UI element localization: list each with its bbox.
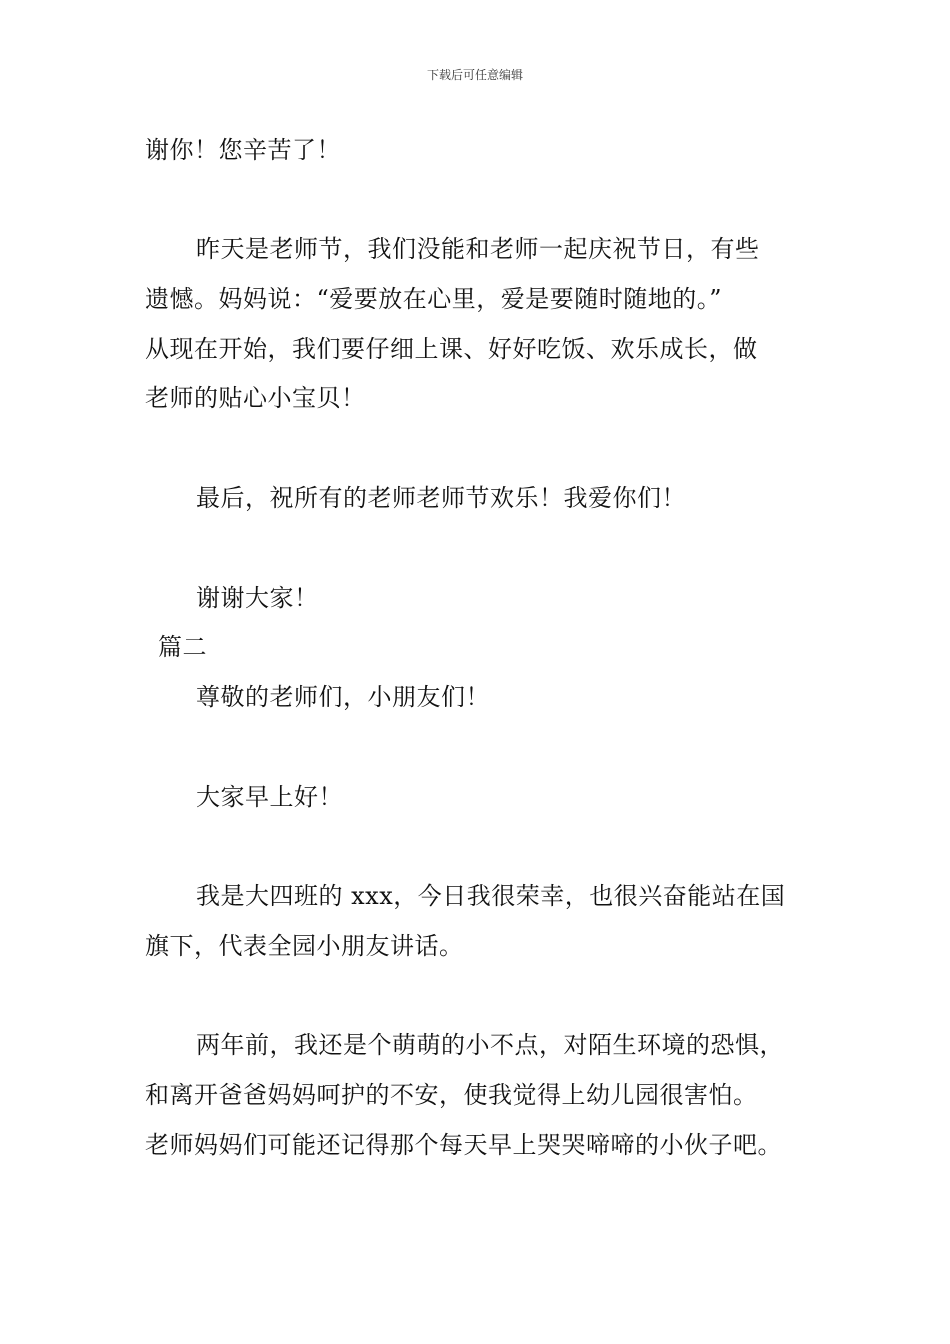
paragraph-line: 昨天是老师节，我们没能和老师一起庆祝节日，有些: [196, 235, 760, 263]
paragraph-line: 最后，祝所有的老师老师节欢乐！我爱你们！: [196, 484, 686, 512]
paragraph-line: 两年前，我还是个萌萌的小不点，对陌生环境的恐惧，: [196, 1031, 784, 1059]
paragraph-line: 谢你！您辛苦了！: [145, 136, 341, 164]
paragraph-line: 和离开爸爸妈妈呵护的不安，使我觉得上幼儿园很害怕。: [145, 1081, 758, 1109]
section-heading: 篇二: [158, 633, 207, 661]
paragraph-line: 尊敬的老师们，小朋友们！: [196, 683, 490, 711]
paragraph-line: 大家早上好！: [196, 783, 343, 811]
paragraph-line: 谢谢大家！: [196, 584, 319, 612]
paragraph-line: 遗憾。妈妈说：“爱要放在心里，爱是要随时随地的。”: [145, 285, 723, 313]
paragraph-line: 老师的贴心小宝贝！: [145, 384, 366, 412]
paragraph-line: 老师妈妈们可能还记得那个每天早上哭哭啼啼的小伙子吧。: [145, 1131, 782, 1159]
page-header-watermark: 下载后可任意编辑: [426, 68, 523, 82]
paragraph-line: 我是大四班的 xxx，今日我很荣幸，也很兴奋能站在国: [196, 882, 786, 910]
paragraph-line: 从现在开始，我们要仔细上课、好好吃饭、欢乐成长，做: [145, 335, 758, 363]
paragraph-line: 旗下，代表全园小朋友讲话。: [145, 932, 464, 960]
